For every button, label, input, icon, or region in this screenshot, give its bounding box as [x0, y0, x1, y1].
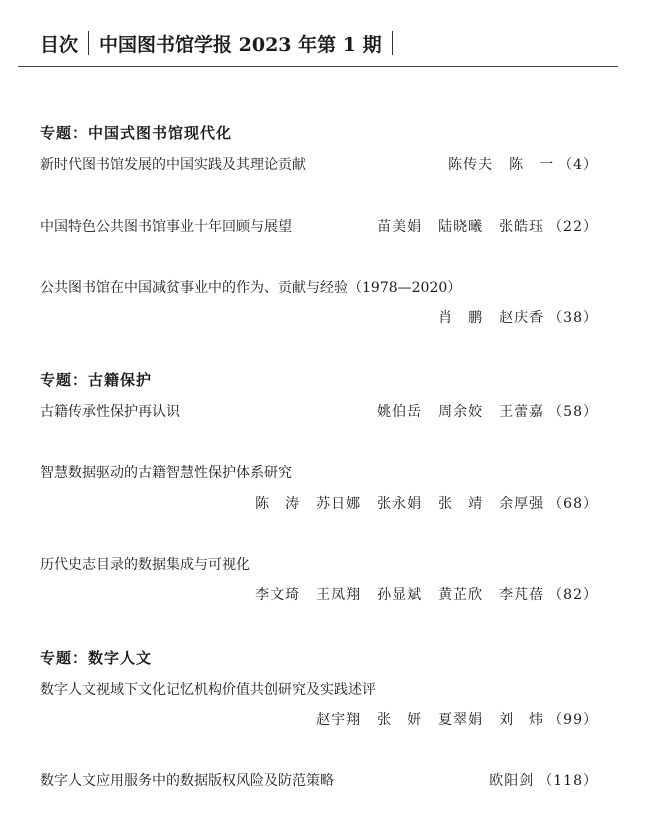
- header-rule: [18, 66, 618, 67]
- article-title[interactable]: 智慧数据驱动的古籍智慧性保护体系研究: [40, 465, 292, 481]
- author: 黄芷欣: [438, 587, 484, 603]
- header-divider: [88, 31, 89, 55]
- author: 周余姣: [438, 404, 484, 420]
- journal-header: [40, 28, 403, 58]
- author: 孙显斌: [377, 587, 423, 603]
- header-divider-end: [392, 31, 393, 55]
- author: 肖 鹏: [438, 310, 484, 326]
- author: 姚伯岳: [377, 404, 423, 420]
- author: 欧阳剑: [489, 773, 535, 789]
- section-title: 专题：中国式图书馆现代化: [40, 124, 233, 142]
- author: 赵庆香: [499, 310, 545, 326]
- page-number: （4）: [558, 157, 598, 173]
- article-title[interactable]: 公共图书馆在中国减贫事业中的作为、贡献与经验（1978—2020）: [40, 280, 462, 296]
- author: 张 妍: [377, 712, 423, 728]
- article-authors: [239, 584, 598, 604]
- page-number: （82）: [548, 587, 598, 603]
- author: 张 靖: [438, 496, 484, 512]
- article-title[interactable]: 古籍传承性保护再认识: [40, 404, 180, 420]
- article-authors: [361, 216, 598, 236]
- article-title[interactable]: 数字人文视域下文化记忆机构价值共创研究及实践述评: [40, 682, 376, 698]
- page-number: （38）: [548, 310, 598, 326]
- author: 李芃蓓: [499, 587, 545, 603]
- author: 刘 炜: [499, 712, 545, 728]
- article-title[interactable]: 新时代图书馆发展的中国实践及其理论贡献: [40, 157, 306, 173]
- author: 王凤翔: [316, 587, 362, 603]
- journal-issue-title: 中国图书馆学报 2023 年第 1 期: [99, 33, 382, 56]
- article-title[interactable]: 中国特色公共图书馆事业十年回顾与展望: [40, 219, 292, 235]
- page-number: （99）: [548, 712, 598, 728]
- page-number: （58）: [548, 404, 598, 420]
- author: 张皓珏: [499, 219, 545, 235]
- article-authors: [473, 770, 598, 790]
- author: 余厚强: [499, 496, 545, 512]
- author: 夏翠娟: [438, 712, 484, 728]
- page-number: （118）: [538, 773, 598, 789]
- author: 王蕾嘉: [499, 404, 545, 420]
- section-title: 专题：数字人文: [40, 649, 153, 667]
- page-number: （68）: [548, 496, 598, 512]
- author: 李文琦: [255, 587, 301, 603]
- author: 陆晓曦: [438, 219, 484, 235]
- author: 苏日娜: [316, 496, 362, 512]
- article-title[interactable]: 历代史志目录的数据集成与可视化: [40, 557, 250, 573]
- author: 赵宇翔: [316, 712, 362, 728]
- author: 陈 一: [509, 157, 555, 173]
- author: 陈 涛: [255, 496, 301, 512]
- article-authors: [300, 709, 598, 729]
- author: 张永娟: [377, 496, 423, 512]
- article-authors: [422, 307, 598, 327]
- article-title[interactable]: 数字人文应用服务中的数据版权风险及防范策略: [40, 773, 334, 789]
- toc-label: 目次: [40, 33, 79, 56]
- page-number: （22）: [548, 219, 598, 235]
- article-authors: [361, 401, 598, 421]
- article-authors: [432, 154, 598, 174]
- author: 苗美娟: [377, 219, 423, 235]
- section-title: 专题：古籍保护: [40, 371, 153, 389]
- author: 陈传夫: [448, 157, 494, 173]
- article-authors: [239, 493, 598, 513]
